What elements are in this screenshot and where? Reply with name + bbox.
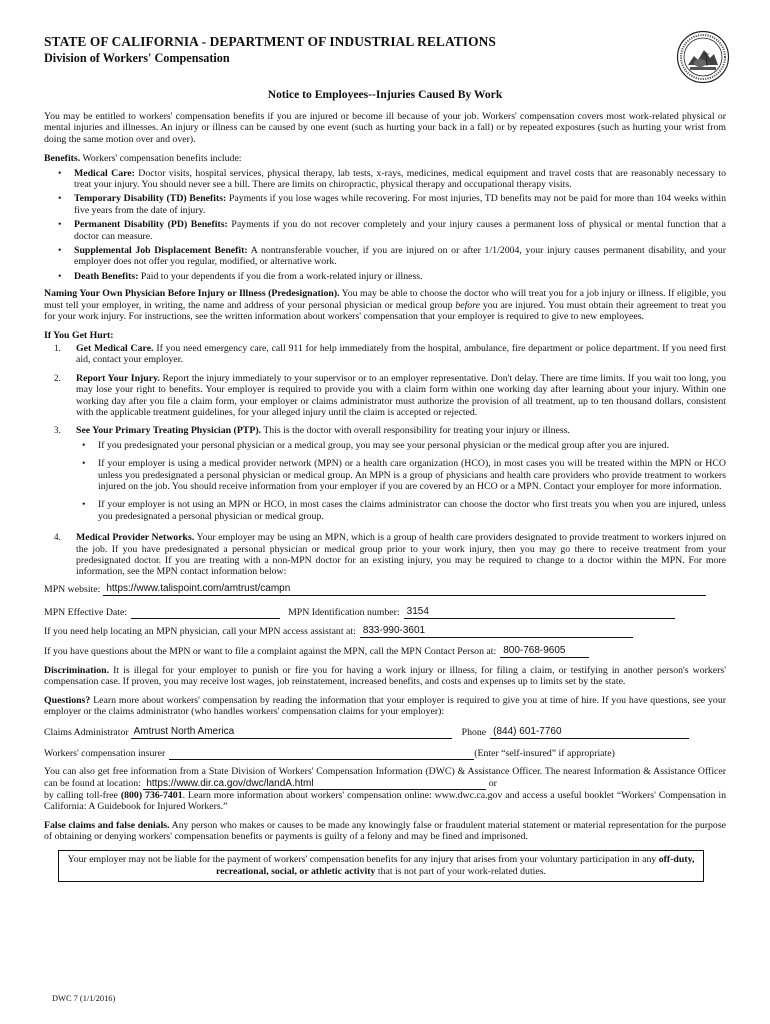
agency-heading: STATE OF CALIFORNIA - DEPARTMENT OF INDUSTRIAL RELATIONS <box>44 34 496 49</box>
ptp-bullets <box>76 440 726 522</box>
mpn-website-row: MPN website: https://www.talispoint.com/amtrust/campn <box>44 583 726 596</box>
mpn-effective-date-field[interactable] <box>131 606 280 619</box>
if-hurt-heading: If You Get Hurt: <box>44 329 114 341</box>
mpn-assistant-row: If you need help locating an MPN physician, call your MPN access assistant at: 833-990-3601 <box>44 625 726 638</box>
intro-paragraph: You may be entitled to workers' compensation benefits if you are injured or become ill because of your job. Workers' compensation covers most work-related physical or mental injuries and illnesses. An injury or illness can be caused by one event (such as hurting your back in a fall) or by repeated exposures (such as hurting your wrist from doing the same motion over and over). <box>44 111 726 145</box>
list-item: • If you predesignated your personal physician or a medical group, you may see your personal physician or the medical group after you are injured. <box>76 440 726 451</box>
if-hurt-steps <box>44 343 726 578</box>
notice-document <box>44 34 726 882</box>
questions-paragraph: Questions? Learn more about workers' compensation by reading the information that your employer is required to give you at time of hire. If you have questions, see your employer or the claims administrator (who handles workers' compensation claims for your employer): <box>44 694 726 718</box>
benefit-item-td: • Temporary Disability (TD) Benefits: Payments if you lose wages while recovering. For most injuries, TD benefits may not be paid for more than 104 weeks within five years from the date of injury. <box>44 193 726 216</box>
page-title: Notice to Employees--Injuries Caused By Work <box>267 88 503 101</box>
mpn-id-field[interactable]: 3154 <box>404 606 675 619</box>
benefit-item-death: • Death Benefits: Paid to your dependents if you die from a work-related injury or illness. <box>44 271 726 282</box>
claims-admin-row: Claims Administrator Amtrust North America Phone (844) 601-7760 <box>44 726 726 739</box>
benefits-list <box>44 168 726 283</box>
claims-administrator-field[interactable]: Amtrust North America <box>131 726 452 739</box>
insurer-row: Workers' compensation insurer (Enter “self-insured” if appropriate) <box>44 748 615 760</box>
list-item: • If your employer is using a medical provider network (MPN) or a health care organization (HCO), in most cases you will be treated within the MPN or HCO unless you predesignated a personal physician or medical group. An MPN is a group of physicians and health care providers who provide treatment to workers injured on the job. You should receive information from your employer if you are covered by an HCO or a MPN. Contact your employer for more information. <box>76 458 726 492</box>
insurer-field[interactable] <box>169 747 474 760</box>
step-medical-care: 1. Get Medical Care. If you need emergency care, call 911 for help immediately from the hospital, ambulance, fire department or police department. If you need first aid, contact your employer. <box>54 342 727 366</box>
form-id-footer: DWC 7 (1/1/2016) <box>52 994 116 1003</box>
predesignation-paragraph: Naming Your Own Physician Before Injury or Illness (Predesignation). You may be able to choose the doctor who will treat you for a job injury or illness. If eligible, you must tell your employer, in writing, the name and address of your personal physician or medical group before you are injured. You must obtain their agreement to treat you for your work injury. For instructions, see the written information about workers' compensation that your employer is required to give to new employees. <box>44 288 726 323</box>
step-mpn: 4. Medical Provider Networks. Your employer may be using an MPN, which is a group of health care providers designated to provide treatment to workers injured on the job. If you have predesignated a personal physician or medical group prior to your work injury, then you may go there to receive treatment from your predesignated doctor. If you are treating with a non-MPN doctor for an existing injury, you may be required to change to a doctor within the MPN. For more information, see the MPN contact information below: <box>54 532 726 578</box>
step-primary-physician: 3. See Your Primary Treating Physician (PTP). This is the doctor with overall responsibility for treating your injury or illness. • If you predesignated your personal physician or a medical group, you may see your personal physician or the medical group after you are injured. • If your employer is using a medical provider network (MPN) or a health care organization (HCO), in most cases you will be treated within the MPN or HCO unless you predesignated a personal physician or medical group. An MPN is a group of physicians and health care providers who provide treatment to workers injured on the job. You should receive information from your employer if you are covered by an HCO or a MPN. Contact your employer for more information. • If your employer is not using an MPN or HCO, in most cases the claims administrator can choose the doctor who first treats you when you are injured, unless you predesignated a personal physician or medical group. <box>44 425 726 522</box>
benefit-item-pd: • Permanent Disability (PD) Benefits: Payments if you do not recover completely and your injury causes a permanent loss of physical or mental function that a doctor can measure. <box>44 219 726 242</box>
division-heading: Division of Workers' Compensation <box>44 51 230 65</box>
step-report-injury: 2. Report Your Injury. Report the injury immediately to your supervisor or to an employer representative. Don't delay. There are time limits. If you wait too long, you may lose your right to benefits. Your employer is required to provide you with a claim form within one working day after learning about your injury. Within one working day after you file a claim form, your employer or claims administrator must authorize the provision of all treatment, up to ten thousand dollars, consistent with the applicable treatment guidelines, for your alleged injury until the claim is accepted or rejected. <box>54 372 726 418</box>
voluntary-activity-notice: Your employer may not be liable for the payment of workers' compensation benefits for any injury that arises from your voluntary participation in any off-duty, recreational, social, or athletic activity that is not part of your work-related duties. <box>58 850 704 881</box>
mpn-contact-phone-field[interactable]: 800-768-9605 <box>500 645 589 658</box>
list-item: • If your employer is not using an MPN or HCO, in most cases the claims administrator can choose the doctor who first treats you when you are injured, unless you predesignated a personal physician or medical group. <box>76 499 726 522</box>
benefits-lead: Benefits. Workers' compensation benefits include: <box>44 153 242 165</box>
benefit-item-medical: • Medical Care: Doctor visits, hospital services, physical therapy, lab tests, x-rays, medicines, medical equipment and travel costs that are reasonably necessary to treat your injury. You should never see a bill. There are limits on chiropractic, physical therapy and occupational therapy visits. <box>44 168 726 191</box>
mpn-assistant-phone-field[interactable]: 833-990-3601 <box>360 625 633 638</box>
discrimination-paragraph: Discrimination. It is illegal for your employer to punish or fire you for having a work injury or illness, for filing a claim, or testifying in another person's workers' compensation case. If proven, you may receive lost wages, job reinstatement, increased benefits, and costs and expenses up to limits set by the state. <box>44 664 726 688</box>
mpn-website-field[interactable]: https://www.talispoint.com/amtrust/campn <box>103 583 706 596</box>
benefits-heading: Benefits. <box>44 153 81 165</box>
dwc-location-field[interactable]: https://www.dir.ca.gov/dwc/landA.html <box>143 778 486 790</box>
mpn-contact-row: If you have questions about the MPN or want to file a complaint against the MPN, call the MPN Contact Person at: 800-768-9605 <box>44 645 726 658</box>
claims-phone-field[interactable]: (844) 601-7760 <box>490 726 689 739</box>
false-claims-paragraph: False claims and false denials. Any person who makes or causes to be made any knowingly false or fraudulent material statement or material representation for the purpose of obtaining or denying workers' compensation benefits or payments is guilty of a felony and may be fined and imprisoned. <box>44 819 726 843</box>
free-info-paragraph: You can also get free information from a State Division of Workers' Compensation Information (DWC) & Assistance Officer. The nearest Information & Assistance Officer can be found at location: https://www.dir.ca.gov/dwc/landA.html or by calling toll-free (800) 736-7401. Learn more information about workers' compensation online: www.dwc.ca.gov and access a useful booklet “Workers' Compensation in California: A Guidebook for Injured Workers.” <box>44 766 727 813</box>
mpn-date-id-row: MPN Effective Date: MPN Identification number: 3154 <box>44 606 726 619</box>
benefit-item-sjdb: • Supplemental Job Displacement Benefit: A nontransferable voucher, if you are injured on or after 1/1/2004, your injury causes permanent disability, and your employer does not offer you regular, modified, or alternative work. <box>44 245 726 268</box>
